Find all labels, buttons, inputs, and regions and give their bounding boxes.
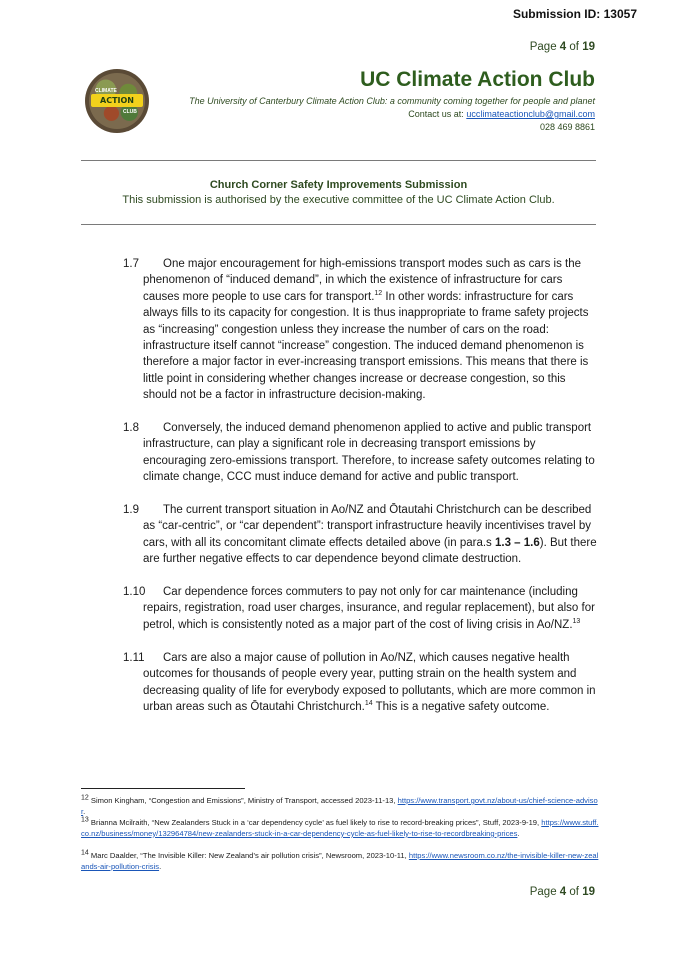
paragraph-number: 1.9: [123, 504, 139, 516]
page-prefix: Page: [529, 41, 557, 53]
club-tagline: The University of Canterbury Climate Action Club: a community coming together for people and planet: [189, 96, 595, 106]
paragraph-1-8: [123, 420, 599, 486]
footnote-divider: [81, 788, 245, 789]
footnote-ref-12[interactable]: 12: [374, 289, 383, 297]
page-of: of: [569, 41, 579, 53]
paragraph-text: [123, 256, 599, 404]
page-current: 4: [559, 41, 567, 53]
paragraph-1-11: [123, 650, 599, 716]
footnote-text: Marc Daalder, “The Invisible Killer: New Zealand’s air pollution crisis”, Newsroom, 2023-10-11,: [88, 851, 409, 860]
page-number-footer: [530, 886, 595, 898]
title-divider: [81, 224, 596, 225]
header-divider: [81, 160, 596, 161]
paragraph-text-b: This is a negative safety outcome.: [372, 701, 550, 714]
paragraph-1-7: [123, 256, 599, 404]
paragraph-number: 1.8: [123, 422, 139, 434]
footnote-link[interactable]: https://www.newsroom.co.nz/the-invisible-killer-new-zealands-air-pollution-crisis: [81, 851, 599, 871]
paragraph-text: [123, 502, 599, 568]
club-logo: [85, 69, 149, 133]
footnote-tail: .: [517, 828, 520, 838]
document-subtitle: This submission is authorised by the executive committee of the UC Climate Action Club.: [122, 194, 555, 206]
footnote-text: Simon Kingham, “Congestion and Emissions”, Ministry of Transport, accessed 2023-11-13,: [88, 796, 398, 805]
footnote-tail: .: [159, 861, 162, 871]
page-prefix: Page: [529, 886, 557, 898]
paragraph-text-a: Car dependence forces commuters to pay not only for car maintenance (including repairs, registration, road user charges, insurance, and regular replacement), but also for petrol, which is consistently noted as a major part of the cost of living crisis in Ao/NZ.: [143, 586, 595, 631]
paragraph-number: 1.7: [123, 258, 139, 270]
page-number-header: [530, 41, 595, 53]
footnote-number: 14: [81, 849, 89, 857]
email-link[interactable]: ucclimateactionclub@gmail.com: [466, 109, 595, 119]
paragraph-text-a: The current transport situation in Ao/NZ and Ōtautahi Christchurch can be described as “car-centric”, or “car dependent”: transport infrastructure heavily incentivises travel by cars, with all its concomitant climate effects detailed above (in para.s: [143, 504, 592, 549]
page-current: 4: [559, 886, 567, 898]
paragraph-text-b: ). But there are further negative effects to car dependence beyond climate destruction.: [143, 536, 597, 566]
contact-line: [408, 109, 595, 119]
page-total: 19: [582, 886, 595, 898]
logo-banner: ACTION: [91, 94, 143, 107]
logo-bottom-text: CLUB: [123, 109, 137, 115]
paragraph-text-a: One major encouragement for high-emissions transport modes such as cars is the phenomenon of “induced demand”, in which the existence of infrastructure for cars causes more people to use cars for transport.: [143, 258, 582, 303]
contact-label: Contact us at:: [408, 109, 467, 119]
paragraph-text-b: In other words: infrastructure for cars always fills to its capacity for congestion. It is thus inappropriate to frame safety projects as “increasing” congestion unless they increase the number of cars on the road: infrastructure itself cannot “increase” congestion. The induced demand phenomenon is therefore a major factor in ever-increasing transport emissions. This means that there is little point in considering whether changes increase or decrease congestion, so this should not be a factor in infrastructure decision-making.: [143, 290, 589, 402]
footnote-link[interactable]: https://www.stuff.co.nz/business/money/132964784/new-zealanders-stuck-in-a-car-dependency-cycle-as-fuel-likely-to-rise-to-recordbreaking-prices: [81, 818, 599, 838]
document-title: Church Corner Safety Improvements Submission: [209, 179, 468, 191]
paragraph-bold-ref: 1.3 – 1.6: [494, 536, 540, 549]
footnote-tail: .: [83, 806, 86, 816]
paragraph-text: [123, 420, 599, 486]
footnote-link[interactable]: https://www.transport.govt.nz/about-us/chief-science-advisor: [81, 796, 598, 816]
paragraph-text-a: Conversely, the induced demand phenomenon applied to active and public transport infrastructure, can play a significant role in decreasing transport emissions by encouraging zero-emissions transport. Therefore, to increase safety outcomes relating to climate change, CCC must induce demand for active and public transport.: [143, 422, 595, 484]
paragraph-1-10: [123, 584, 599, 633]
footnote-12: [81, 796, 601, 818]
paragraph-1-9: [123, 502, 599, 568]
club-name: UC Climate Action Club: [360, 68, 595, 91]
paragraph-text: [123, 584, 599, 633]
footnote-ref-13[interactable]: 13: [572, 617, 581, 625]
footnote-number: 12: [81, 794, 89, 802]
footnote-13: [81, 818, 601, 840]
page-of: of: [569, 886, 579, 898]
phone-number: 028 469 8861: [539, 122, 595, 132]
paragraph-text-a: Cars are also a major cause of pollution in Ao/NZ, which causes negative health outcomes for thousands of people every year, putting strain on the health system and decreasing quality of life for everybody exposed to pollutants, which are more common in urban areas such as Ōtautahi Christchurch.: [143, 652, 596, 714]
paragraph-text: [123, 650, 599, 716]
footnote-number: 13: [81, 816, 89, 824]
submission-id: Submission ID: 13057: [512, 7, 637, 21]
footnote-text: Brianna Mcilraith, “New Zealanders Stuck in a ‘car dependency cycle’ as fuel likely to rise to record-breaking prices”, Stuff, 2023-9-19,: [88, 818, 542, 827]
logo-top-text: CLIMATE: [95, 88, 117, 94]
paragraph-number: 1.10: [123, 586, 146, 598]
page-total: 19: [582, 41, 595, 53]
footnote-14: [81, 851, 601, 873]
paragraph-number: 1.11: [123, 652, 145, 664]
footnote-ref-14[interactable]: 14: [364, 700, 373, 708]
